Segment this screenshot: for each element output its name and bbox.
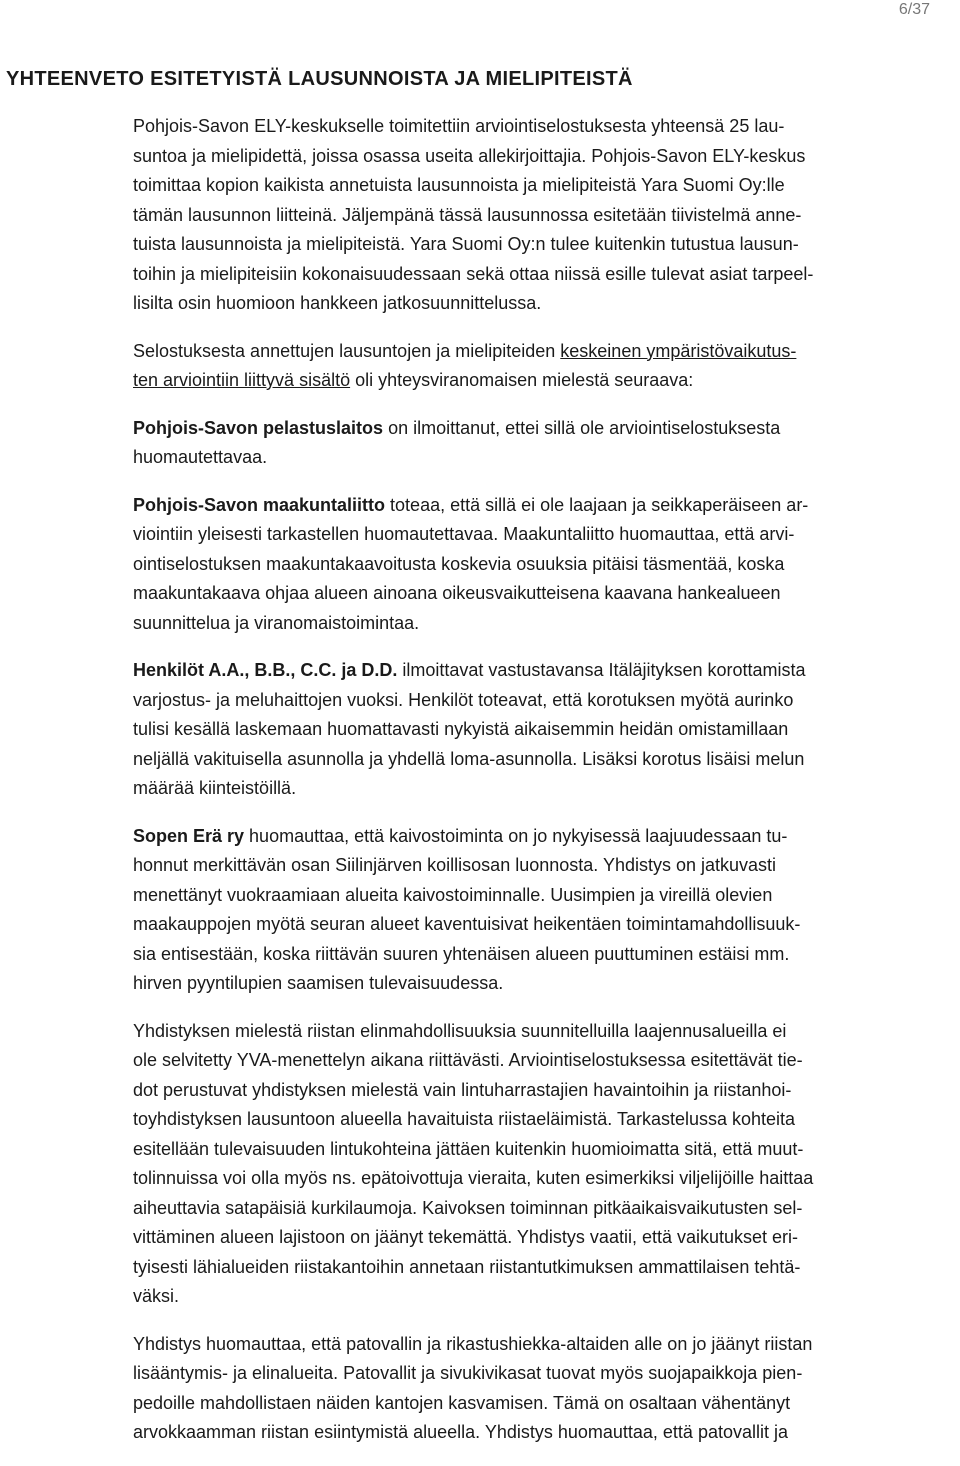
paragraph-rescue-department — [133, 414, 957, 473]
persons-names: Henkilöt A.A., B.B., C.C. ja D.D. — [133, 660, 398, 680]
paragraph-text: toteaa, että sillä ei ole laajaan ja seikkaperäiseen ar- viointiin yleisesti tarkastellen huomautettavaa. Maakuntaliitto huomauttaa, että arvi- ointiselostuksen maakuntakaavoitusta koskevia osuuksia pitäisi täsmentää, koska maakuntakaava ohjaa alueen ainoana oikeusvaikutteisena kaavana hankealueen suunnittelua ja viranomaistoimintaa. — [133, 494, 809, 633]
document-heading: YHTEENVETO ESITETYISTÄ LAUSUNNOISTA JA MIELIPITEISTÄ — [6, 68, 633, 90]
paragraph-residents — [133, 656, 957, 804]
document-body — [133, 112, 957, 1466]
paragraph-association-opinion: Yhdistyksen mielestä riistan elinmahdollisuuksia suunnitelluilla laajennusalueilla ei ole selvitetty YVA-menettelyn aikana riittävästi. Arviointiselostuksessa esitettävät tie- dot perustuvat yhdistyksen mielestä vain lintuharrastajien havaintoihin ja riistanhoi- toyhdistyksen lausuntoon alueella havaituista riistaeläimistä. Tarkastelussa kohteita esitellään tulevaisuuden lintukohteina jättäen kuitenkin huomioimatta sitä, että muut- tolinnuissa voi olla myös ns. epätoivottuja vieraita, kuten esimerkiksi viljelijöille haittaa aiheuttavia satapäisiä kurkilaumoja. Kaivoksen toiminnan pitkäaikaisvaikutusten sel- vittäminen alueen lajistoon on jäänyt tekemättä. Yhdistys vaatii, että vaikutukset eri- tyisesti lähialueiden riistakantoihin annetaan riistantutkimuksen ammattilaisen tehtä- väksi. — [133, 1020, 814, 1306]
organization-name: Pohjois-Savon maakuntaliitto — [133, 494, 386, 515]
underlined-phrase: keskeinen ympäristövaikutus- ten arviointiin liittyvä sisältö — [133, 340, 797, 390]
paragraph-regional-council — [133, 491, 957, 639]
paragraph-hunting-club — [133, 822, 957, 999]
organization-name: Pohjois-Savon pelastuslaitos — [133, 417, 384, 438]
paragraph-intro: Pohjois-Savon ELY-keskukselle toimitettiin arviointiselostuksesta yhteensä 25 lau- suntoa ja mielipidettä, joissa osassa useita allekirjoittajia. Pohjois-Savon ELY-keskus toimittaa kopion kaikista annetuista lausunnoista ja mielipiteistä Yara Suomi Oy:lle tämän lausunnon liitteinä. Jäljempänä tässä lausunnossa esitetään tiivistelmä anne- tuista lausunnoista ja mielipiteistä. Yara Suomi Oy:n tulee kuitenkin tutustua lausun- toihin ja mielipiteisiin kokonaisuudessaan sekä ottaa niissä esille tulevat asiat tarpeel- lisilta osin huomioon hankkeen jatkosuunnittelussa. — [133, 116, 814, 313]
paragraph-text: ilmoittavat vastustavansa Itäläjityksen korottamista varjostus- ja meluhaittojen vuoksi. Henkilöt toteavat, että korotuksen myötä aurinko tulisi kesällä laskemaan huomattavasti nykyistä aikaisemmin heidän omistamillaan neljällä vakituisella asunnolla ja yhdellä loma-asunnolla. Lisäksi korotus lisäisi melun määrää kiinteistöillä. — [133, 660, 806, 798]
paragraph-text: huomauttaa, että kaivostoiminta on jo nykyisessä laajuudessaan tu- honnut merkittävän osan Siilinjärven koillisosan luonnosta. Yhdistys on jatkuvasti menettänyt vuokraamiaan alueita kaivostoiminnalle. Uusimpien ja vireillä olevien maakauppojen myötä seuran alueet kaventuisivat heikentäen toimintamahdollisuuk- sia entisestään, koska riittävän suuren yhtenäisen alueen puuttuminen estäisi mm. hirven pyyntilupien saamisen tulevaisuudessa. — [133, 825, 801, 993]
paragraph-text: Selostuksesta annettujen lausuntojen ja mielipiteiden — [133, 340, 561, 361]
page-number: 6/37 — [898, 1, 930, 18]
organization-name: Sopen Erä ry — [133, 825, 245, 846]
paragraph-association-remark: Yhdistys huomauttaa, että patovallin ja rikastushiekka-altaiden alle on jo jäänyt riistan lisääntymis- ja elinalueita. Patovallit ja sivukivikasat tuovat myös suojapaikkoja pien- pedoille mahdollistaen näiden kantojen kasvamisen. Tämä on osaltaan vähentänyt arvokkaamman riistan esiintymistä alueella. Yhdistys huomauttaa, että patovallit ja — [133, 1333, 813, 1442]
paragraph-text: on ilmoittanut, ettei sillä ole arviointiselostuksesta huomautettavaa. — [133, 417, 781, 467]
paragraph-text: oli yhteysviranomaisen mielestä seuraava: — [350, 370, 694, 390]
paragraph-summary-scope — [133, 337, 957, 396]
